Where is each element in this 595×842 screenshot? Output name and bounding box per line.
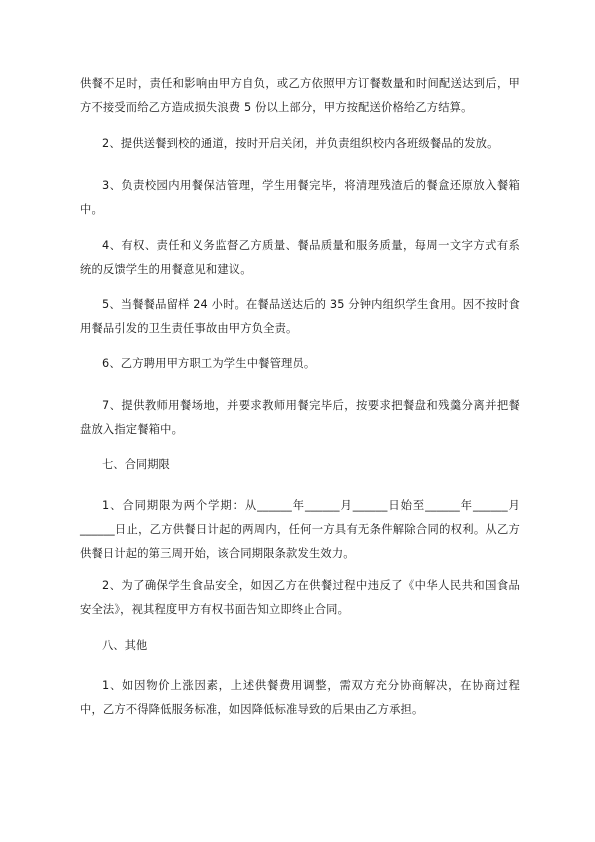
- section-heading-other: 八、其他: [102, 639, 148, 652]
- paragraph-clause-7: 7、提供教师用餐场地，并要求教师用餐完毕后，按要求把餐盘和残羹分离并把餐盘放入指定餐箱中。: [80, 399, 520, 436]
- paragraph-other-clause-1: 1、如因物价上涨因素，上述供餐费用调整，需双方充分协商解决，在协商过程中，乙方不得降低服务标准，如因降低标准导致的后果由乙方承担。: [80, 679, 520, 716]
- paragraph-clause-3: 3、负责校园内用餐保洁管理，学生用餐完毕，将清理残渣后的餐盒还原放入餐箱中。: [80, 179, 520, 216]
- paragraph-clause-6: 6、乙方聘用甲方职工为学生中餐管理员。: [102, 357, 316, 370]
- section-heading-contract-term: 七、合同期限: [102, 458, 170, 471]
- paragraph-term-clause-2: 2、为了确保学生食品安全，如因乙方在供餐过程中违反了《中华人民共和国食品安全法》，视其程度甲方有权书面告知立即终止合同。: [80, 579, 520, 616]
- paragraph-term-clause-1: 1、合同期限为两个学期：从______年______月______日始至______年______月______日止，乙方供餐日计起的两周内，任何一方具有无条件解除合同的权利。从乙方供餐日计起的第三周开始，该合同期限条款发生效力。: [80, 499, 520, 560]
- paragraph-clause-4: 4、有权、责任和义务监督乙方质量、餐品质量和服务质量，每周一文字方式有系统的反馈学生的用餐意见和建议。: [80, 239, 520, 276]
- paragraph-clause-2: 2、提供送餐到校的通道，按时开启关闭，并负责组织校内各班级餐品的发放。: [102, 137, 499, 150]
- paragraph-delivery-shortfall: 供餐不足时，责任和影响由甲方自负，或乙方依照甲方订餐数量和时间配送达到后，甲方不接受而给乙方造成损失浪费 5 份以上部分，甲方按配送价格给乙方结算。: [80, 77, 520, 114]
- paragraph-clause-5: 5、当餐餐品留样 24 小时。在餐品送达后的 35 分钟内组织学生食用。因不按时食用餐品引发的卫生责任事故由甲方负全责。: [80, 298, 520, 335]
